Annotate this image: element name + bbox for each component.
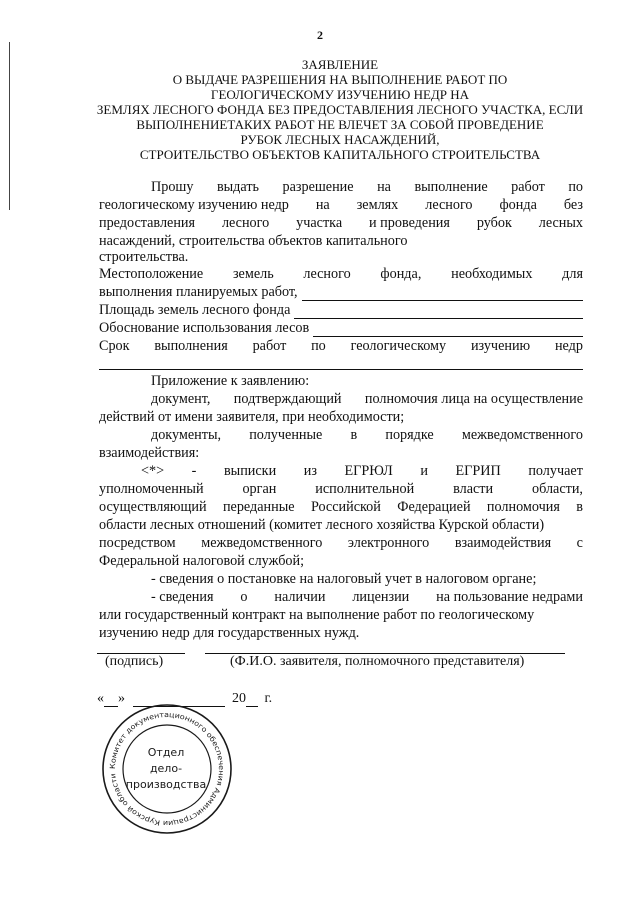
stamp-center-line: дело- xyxy=(149,762,183,775)
justification-input-line[interactable] xyxy=(313,323,583,337)
page-number: 2 xyxy=(317,28,323,42)
office-stamp xyxy=(98,700,236,838)
justification-field[interactable] xyxy=(99,319,583,337)
title-line: О ВЫДАЧЕ РАЗРЕШЕНИЯ НА ВЫПОЛНЕНИЕ РАБОТ ПО xyxy=(172,72,508,87)
title-line: ЗАЯВЛЕНИЕ xyxy=(301,57,379,72)
license-line-2: или государственный контракт на выполнение работ по геологическому xyxy=(99,607,535,623)
justification-label: Обоснование использования лесов xyxy=(99,320,310,336)
year-prefix: 20 xyxy=(232,691,246,706)
document-title xyxy=(60,57,620,162)
stamp-center-line: производства xyxy=(125,778,207,791)
title-line: СТРОИТЕЛЬСТВО ОБЪЕКТОВ КАПИТАЛЬНОГО СТРОИТЕЛЬСТВА xyxy=(139,147,541,162)
license-line-1: - сведения о наличии лицензии на пользование недрами xyxy=(151,589,583,605)
year-suffix: г. xyxy=(264,691,273,706)
location-label: Местоположение земель лесного фонда, необходимых для xyxy=(99,266,583,282)
location-label-cont: выполнения планируемых работ, xyxy=(99,284,298,300)
title-line: ЗЕМЛЯХ ЛЕСНОГО ФОНДА БЕЗ ПРЕДОСТАВЛЕНИЯ ЛЕСНОГО УЧАСТКА, ЕСЛИ xyxy=(96,102,584,117)
request-line-5: строительства. xyxy=(99,249,189,265)
attachments-heading: Приложение к заявлению: xyxy=(151,373,310,389)
term-input-line[interactable] xyxy=(99,369,583,370)
stamp-ring-text: Комитет документационного обеспечения Администрации Курской области xyxy=(107,709,227,829)
request-line-1: Прошу выдать разрешение на выполнение работ по xyxy=(151,179,583,195)
margin-mark xyxy=(9,42,10,210)
extract-line-2: уполномоченный орган исполнительной власти области, xyxy=(99,481,583,497)
title-line: РУБОК ЛЕСНЫХ НАСАЖДЕНИЙ, xyxy=(240,132,440,147)
extract-line-3: осуществляющий переданные Российской Федерацией полномочия в xyxy=(99,499,583,515)
title-line: ВЫПОЛНЕНИЕТАКИХ РАБОТ НЕ ВЛЕЧЕТ ЗА СОБОЙ ПРОВЕДЕНИЕ xyxy=(136,117,544,132)
extract-line-5: посредством межведомственного электронного взаимодействия с xyxy=(99,535,583,551)
location-field[interactable] xyxy=(99,283,583,301)
request-line-4: насаждений, строительства объектов капитального xyxy=(99,233,408,249)
stamp-center-line: Отдел xyxy=(147,746,185,759)
location-input-line[interactable] xyxy=(302,287,583,301)
name-label: (Ф.И.О. заявителя, полномочного представителя) xyxy=(230,654,525,669)
area-label: Площадь земель лесного фонда xyxy=(99,302,291,318)
doc1-line: документ, подтверждающий полномочия лица на осуществление xyxy=(151,391,583,407)
area-field[interactable] xyxy=(99,301,583,319)
extract-line-4: области лесных отношений (комитет лесного хозяйства Курской области) xyxy=(99,517,545,533)
license-line-3: изучению недр для государственных нужд. xyxy=(99,625,360,641)
term-label: Срок выполнения работ по геологическому изучению недр xyxy=(99,338,583,354)
request-line-2: геологическому изучению недр на землях лесного фонда без xyxy=(99,197,583,213)
date-open-quote: « xyxy=(97,691,104,706)
doc2-cont: взаимодействия: xyxy=(99,445,200,461)
year-input-line[interactable] xyxy=(246,694,258,707)
doc1-cont: действий от имени заявителя, при необходимости; xyxy=(99,409,405,425)
title-line: ГЕОЛОГИЧЕСКОМУ ИЗУЧЕНИЮ НЕДР НА xyxy=(210,87,470,102)
request-line-3: предоставления лесного участка и проведения рубок лесных xyxy=(99,215,583,231)
extract-line-6: Федеральной налоговой службой; xyxy=(99,553,305,569)
area-input-line[interactable] xyxy=(294,305,583,319)
date-close-quote: » xyxy=(118,691,125,706)
extract-line-1: <*> - выписки из ЕГРЮЛ и ЕГРИП получает xyxy=(141,463,583,479)
signature-label: (подпись) xyxy=(105,654,164,669)
tax-registration-line: - сведения о постановке на налоговый учет в налоговом органе; xyxy=(151,571,537,587)
doc2-line: документы, полученные в порядке межведомственного xyxy=(151,427,583,443)
